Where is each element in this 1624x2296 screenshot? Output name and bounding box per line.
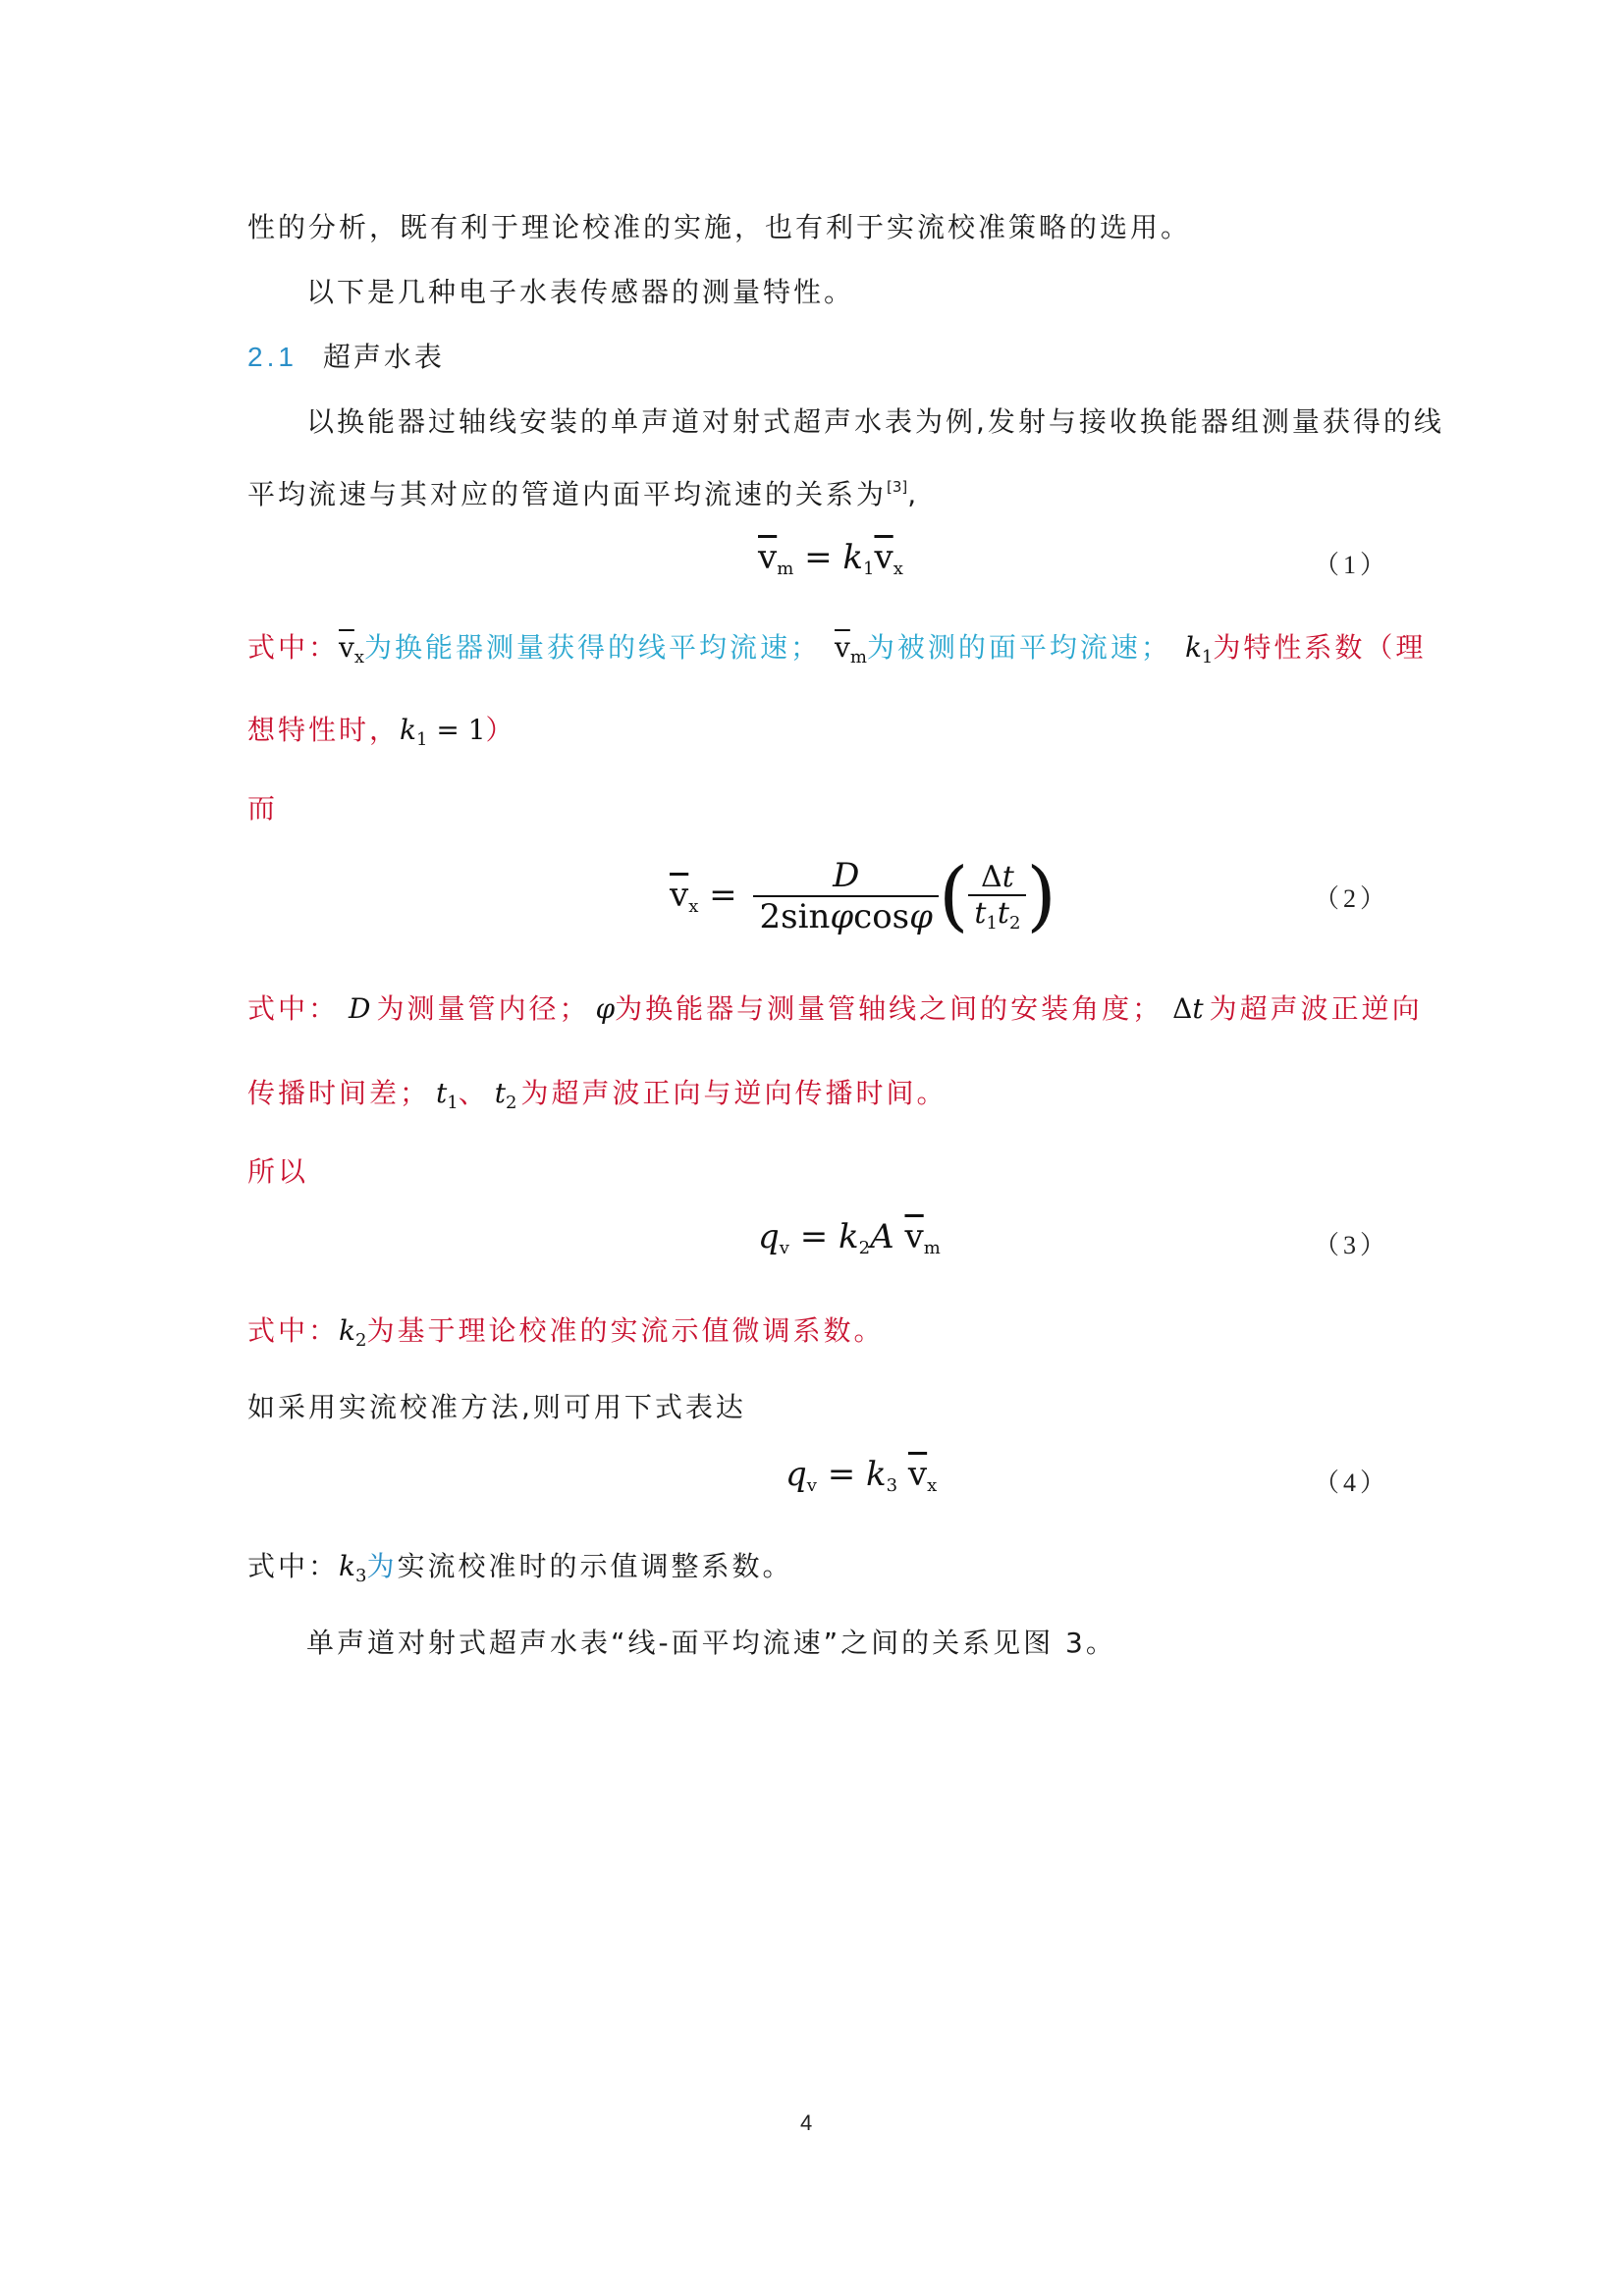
note-text: 想特性时， <box>247 714 401 746</box>
section-title: 超声水表 <box>322 341 445 373</box>
equation-note: 传播时间差； $t_1$、 $t_2$ 为超声波正向与逆向传播时间。 <box>247 1077 947 1113</box>
paragraph-line: 如采用实流校准方法,则可用下式表达 <box>247 1391 746 1423</box>
equation-4: $q_v = k_3$ $\overline{v}_x$ <box>785 1455 938 1496</box>
paragraph-line: 所以 <box>247 1155 309 1188</box>
note-text: 为 <box>366 1550 398 1582</box>
paragraph-text: 平均流速与其对应的管道内面平均流速的关系为 <box>247 478 888 510</box>
note-prefix: 式中： <box>247 631 340 664</box>
note-prefix: 式中： <box>247 1550 340 1582</box>
paragraph-line: 而 <box>247 792 279 825</box>
note-prefix: 式中： <box>247 992 340 1025</box>
equation-3: $q_v = k_2A$ $\overline{v}_m$ <box>758 1217 941 1258</box>
paragraph-line: 以换能器过轴线安装的单声道对射式超声水表为例,发射与接收换能器组测量获得的线 <box>306 405 1444 438</box>
note-text: 为被测的面平均流速； <box>866 631 1171 664</box>
note-text: 为超声波正逆向 <box>1209 992 1423 1025</box>
equation-1: $\overline{v}_m = k_1\overline{v}_x$ <box>758 538 903 579</box>
note-text: 为换能器与测量管轴线之间的安装角度； <box>615 992 1164 1025</box>
equation-number: （1） <box>1314 551 1390 579</box>
paragraph-line <box>247 467 919 514</box>
punctuation: , <box>907 478 920 510</box>
section-number: 2.1 <box>247 342 298 372</box>
note-text: 为测量管内径； <box>376 992 590 1025</box>
paragraph-line: 单声道对射式超声水表“线-面平均流速”之间的关系见图 3。 <box>306 1627 1116 1659</box>
note-text: 为基于理论校准的实流示值微调系数。 <box>366 1314 885 1347</box>
equation-note: 式中：$k_3$为实流校准时的示值调整系数。 <box>247 1550 793 1586</box>
section-heading <box>247 338 445 377</box>
note-text: 为超声波正向与逆向传播时间。 <box>520 1077 947 1109</box>
equation-note: 式中：$\overline{v}_x$为换能器测量获得的线平均流速； $\overline{v}_m$为被测的面平均流速； $k_1$为特性系数（理 <box>247 631 1427 667</box>
equation-note: 想特性时，$k_1 = 1$） <box>247 714 516 750</box>
note-text: 实流校准时的示值调整系数。 <box>397 1550 793 1582</box>
note-text: 为特性系数（理 <box>1213 631 1427 664</box>
page-number: 4 <box>800 2110 813 2135</box>
paragraph-line: 以下是几种电子水表传感器的测量特性。 <box>306 276 855 308</box>
equation-number: （3） <box>1314 1231 1390 1259</box>
equation-2: $\overline{v}_x$ = $\frac{D}{2\sin\varphi\cos\varphi}$ ( $\frac{\Delta t}{t_1t_2}$ ) <box>670 852 1056 940</box>
equation-number: （2） <box>1314 884 1390 913</box>
equation-number: （4） <box>1314 1468 1390 1497</box>
note-text: 为换能器测量获得的线平均流速； <box>364 631 822 664</box>
paragraph-line: 性的分析，既有利于理论校准的实施，也有利于实流校准策略的选用。 <box>247 211 1192 243</box>
note-text: 、 <box>458 1077 489 1109</box>
note-prefix: 式中： <box>247 1314 340 1347</box>
note-text: ） <box>485 714 516 746</box>
note-text: 传播时间差； <box>247 1077 431 1109</box>
equation-note: 式中：$k_2$为基于理论校准的实流示值微调系数。 <box>247 1314 885 1351</box>
citation: [3] <box>887 478 908 496</box>
equation-note: 式中： D 为测量管内径； φ为换能器与测量管轴线之间的安装角度； Δt 为超声波正逆向 <box>247 992 1423 1025</box>
